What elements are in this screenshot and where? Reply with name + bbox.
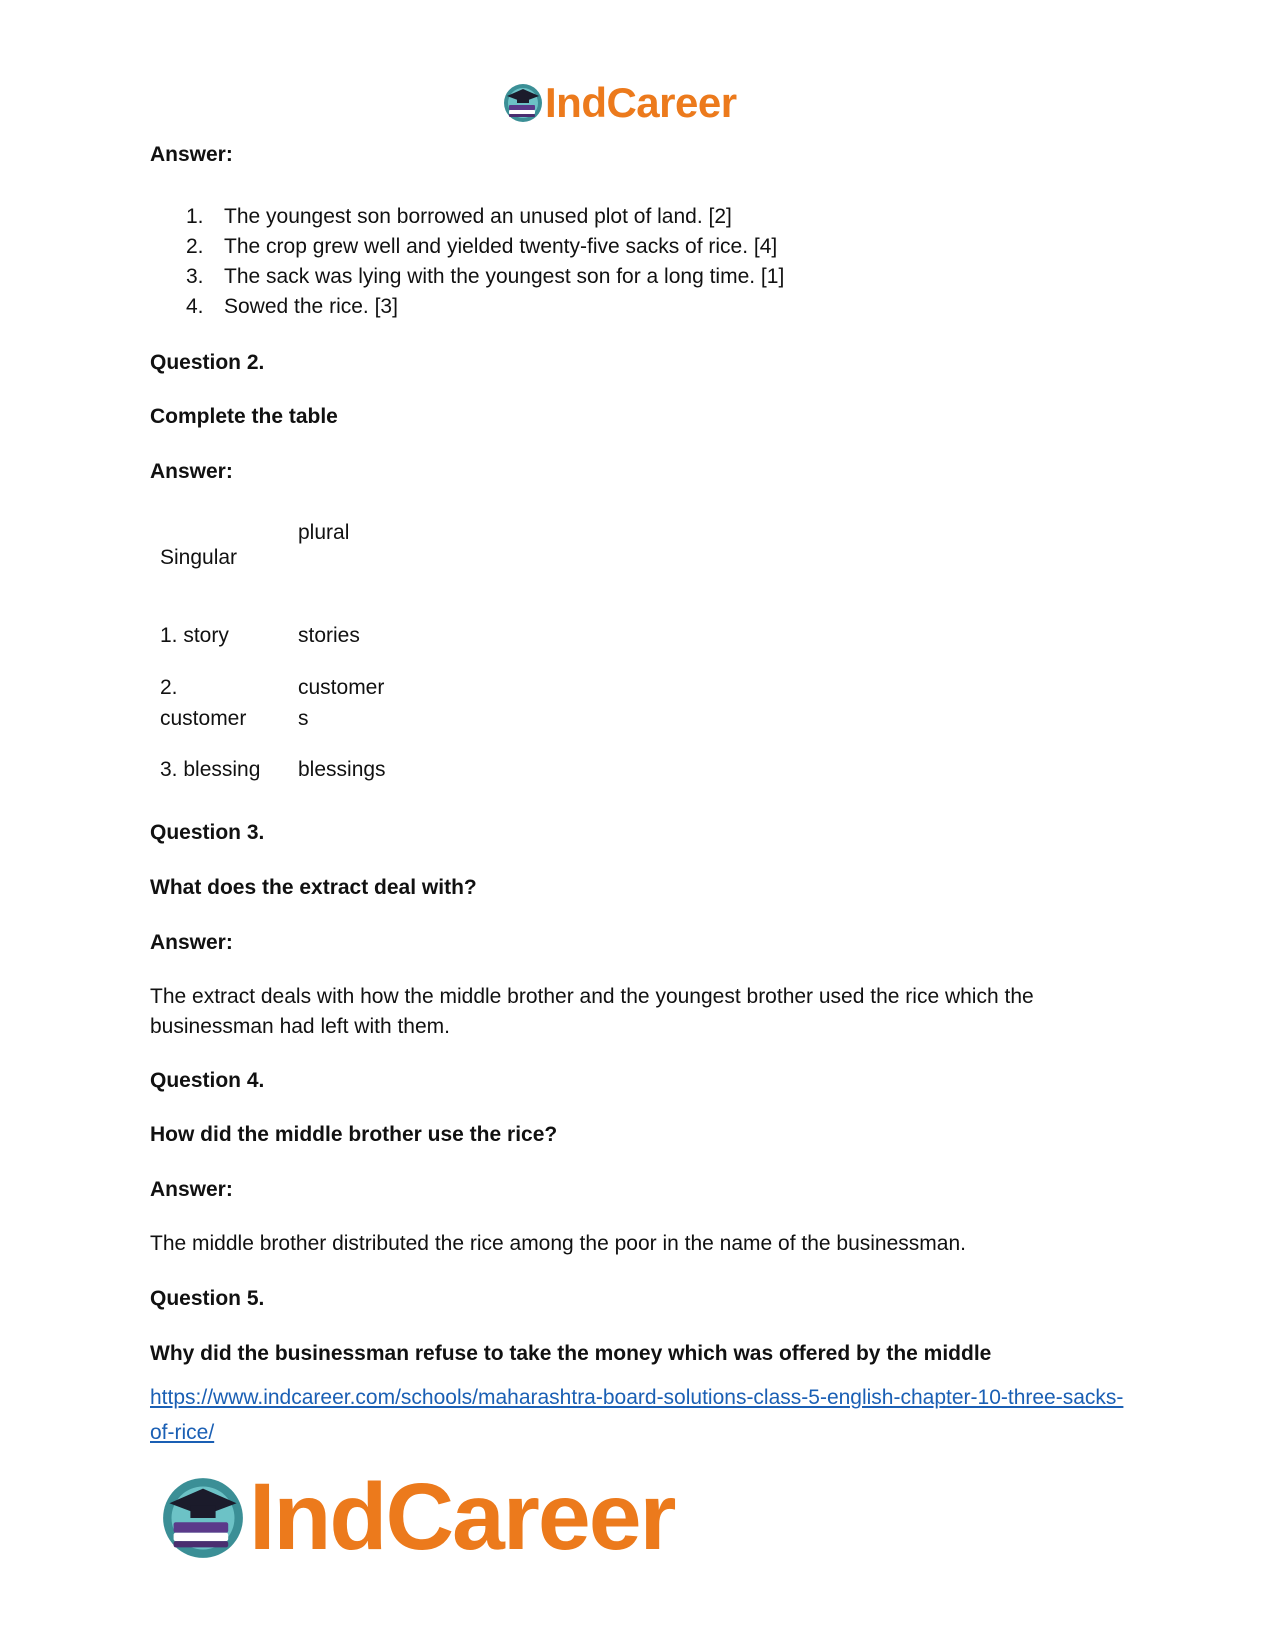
answer-text: The middle brother distributed the rice among the poor in the name of the businessman. xyxy=(150,1232,966,1255)
answer-heading: Answer: xyxy=(150,460,233,483)
question-prompt: Complete the table xyxy=(150,405,338,428)
answer-list xyxy=(150,202,784,322)
list-number: 1. xyxy=(186,205,204,228)
table-cell-plural: customer xyxy=(298,676,385,699)
brand-name: IndCareer xyxy=(545,79,737,126)
list-number: 4. xyxy=(186,295,204,318)
list-number: 3. xyxy=(186,265,204,288)
header-logo xyxy=(503,79,737,126)
list-text: Sowed the rice. [3] xyxy=(224,295,398,318)
answer-heading: Answer: xyxy=(150,143,233,166)
list-text: The youngest son borrowed an unused plot of land. [2] xyxy=(224,205,732,228)
table-header-plural: plural xyxy=(298,521,350,544)
answer-heading: Answer: xyxy=(150,931,233,954)
table-cell-singular-wrap: customer xyxy=(160,707,247,730)
table-cell-plural-wrap: s xyxy=(298,707,309,730)
brand-name: IndCareer xyxy=(249,1464,675,1570)
question-heading: Question 5. xyxy=(150,1287,265,1310)
table-cell-singular: 1. story xyxy=(160,624,229,647)
question-heading: Question 2. xyxy=(150,351,265,374)
table-header-singular: Singular xyxy=(160,546,238,569)
table-cell-singular: 2. xyxy=(160,676,178,699)
table-cell-singular: 3. blessing xyxy=(160,758,261,781)
list-item xyxy=(150,262,784,292)
list-item xyxy=(150,292,784,322)
source-link[interactable]: https://www.indcareer.com/schools/maharashtra-board-solutions-class-5-english-chapter-10-three-sacks-of-rice/ xyxy=(150,1386,1124,1444)
graduation-book-icon xyxy=(503,83,543,123)
table-cell-plural: blessings xyxy=(298,758,386,781)
footer-logo xyxy=(161,1464,675,1570)
list-text: The sack was lying with the youngest son for a long time. [1] xyxy=(224,265,785,288)
question-heading: Question 4. xyxy=(150,1069,265,1092)
question-heading: Question 3. xyxy=(150,821,265,844)
answer-heading: Answer: xyxy=(150,1178,233,1201)
answer-text: The extract deals with how the middle brother and the youngest brother used the rice which the businessman had left with them. xyxy=(150,985,1034,1038)
list-number: 2. xyxy=(186,235,204,258)
question-prompt: Why did the businessman refuse to take the money which was offered by the middle xyxy=(150,1342,992,1365)
list-item xyxy=(150,232,784,262)
list-item xyxy=(150,202,784,232)
graduation-book-icon xyxy=(161,1476,245,1560)
table-cell-plural: stories xyxy=(298,624,360,647)
list-text: The crop grew well and yielded twenty-five sacks of rice. [4] xyxy=(224,235,778,258)
question-prompt: How did the middle brother use the rice? xyxy=(150,1123,558,1146)
question-prompt: What does the extract deal with? xyxy=(150,876,477,899)
